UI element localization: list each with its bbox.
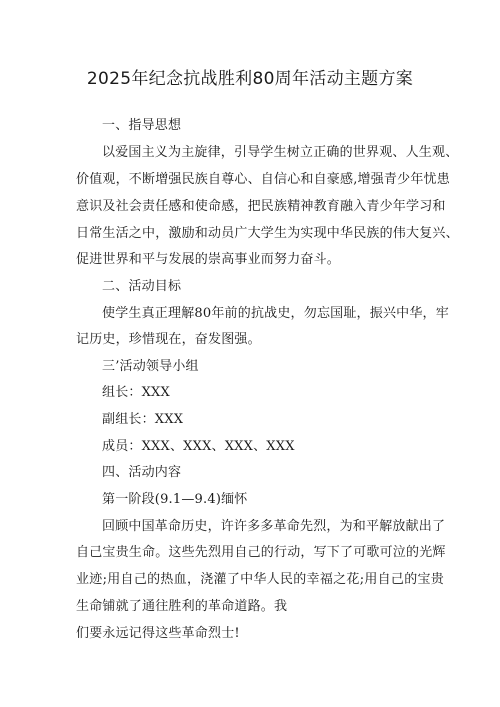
phase-one-title: 第一阶段(9.1—9.4)缅怀 bbox=[102, 492, 248, 507]
paragraph-line: 们要永远记得这些革命烈士! bbox=[76, 626, 240, 641]
paragraph-line: 记历史，珍惜现在，奋发图强。 bbox=[76, 332, 261, 347]
paragraph-line: 回顾中国革命历史，许许多多革命先烈，为和平解放献出了 bbox=[102, 519, 446, 534]
paragraph-line: 日常生活之中，激励和动员广大学生为实现中华民族的伟大复兴、 bbox=[76, 226, 459, 241]
paragraph-line: 以爱国主义为主旋律，引导学生树立正确的世界观、人生观、 bbox=[102, 145, 459, 160]
group-members: 成员：XXX、XXX、XXX、XXX bbox=[102, 439, 295, 454]
group-leader: 组长：XXX bbox=[102, 385, 170, 400]
paragraph-line: 自己宝贵生命。这些先烈用自己的行动，写下了可歌可泣的光辉 bbox=[76, 545, 446, 560]
paragraph-line: 价值观，不断增强民族自尊心、自信心和自豪感,增强青少年忧患 bbox=[76, 172, 450, 187]
section-heading-activity-content: 四、活动内容 bbox=[102, 465, 182, 480]
section-heading-activity-goals: 二、活动目标 bbox=[102, 279, 182, 294]
section-heading-leadership-group: 三’活动领导小组 bbox=[102, 359, 199, 374]
group-vice-leader: 副组长：XXX bbox=[102, 412, 184, 427]
paragraph-line: 业迹;用自己的热血，浇灌了中华人民的幸福之花;用自己的宝贵 bbox=[76, 572, 444, 587]
paragraph-line: 意识及社会责任感和使命感，把民族精神教育融入青少年学习和 bbox=[76, 199, 446, 214]
paragraph-line: 生命铺就了通往胜利的革命道路。我 bbox=[76, 599, 288, 614]
document-title: 2025年纪念抗战胜利80周年活动主题方案 bbox=[86, 69, 414, 89]
section-heading-guiding-ideology: 一、指导思想 bbox=[102, 118, 182, 133]
paragraph-line: 使学生真正理解80年前的抗战史，勿忘国耻，振兴中华，牢 bbox=[102, 306, 449, 321]
paragraph-line: 促进世界和平与发展的崇高事业而努力奋斗。 bbox=[76, 252, 341, 267]
